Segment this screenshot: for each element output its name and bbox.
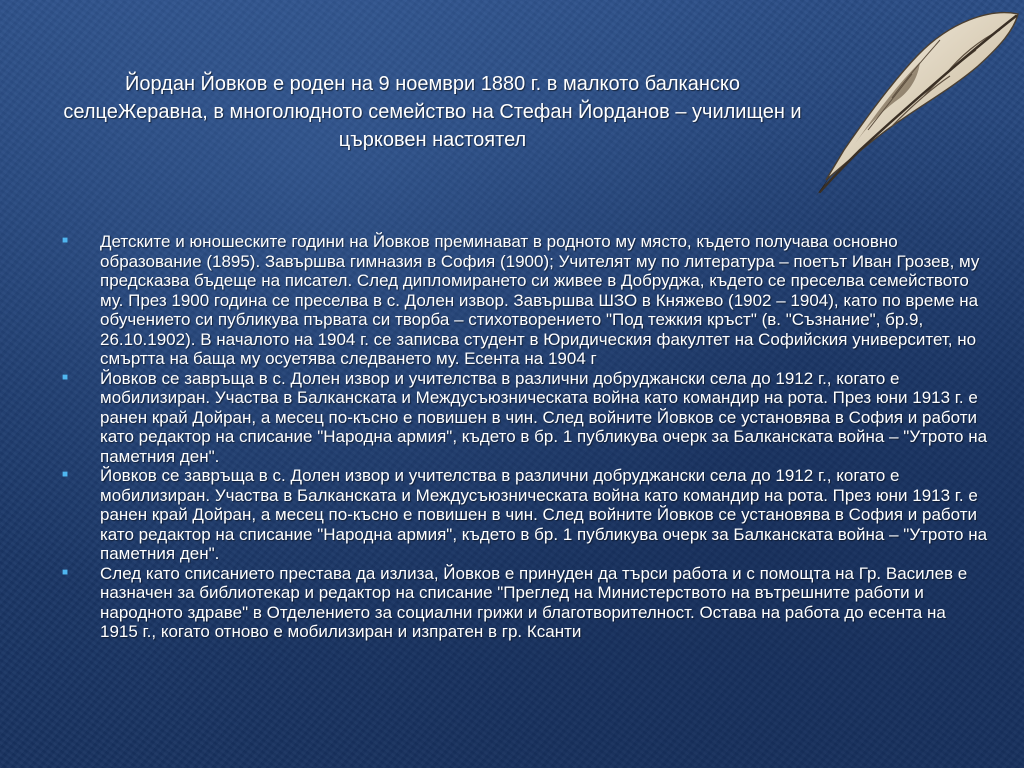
list-item [58, 369, 988, 467]
quill-feather-icon [800, 0, 1024, 200]
bullet-list [58, 232, 988, 642]
list-item [58, 564, 988, 642]
square-bullet-icon: ■ [62, 469, 69, 480]
list-item-text: Йовков се завръща в с. Долен извор и учителства в различни добруджански села до 1912 г., когато е мобилизиран. Участва в Балканската и Междусъюзническата война като командир на рота. През юни 1913 г. е ранен край Дойран, а месец по-късно е повишен в чин. След войните Йовков се установява в София и работи като редактор на списание "Народна армия", където в бр. 1 публикува очерк за Балканската война – "Утрото на паметния ден". [100, 368, 988, 466]
list-item [58, 466, 988, 564]
list-item-text: След като списанието престава да излиза, Йовков е принуден да търси работа и с помощта на Гр. Василев е назначен за библиотекар и редактор на списание "Преглед на Министерството на вътрешните работи и народното здраве" в Отделението за социални грижи и благотворителност. Остава на работа до есента на 1915 г., когато отново е мобилизиран и изпратен в гр. Ксанти [100, 563, 968, 641]
slide-title: Йордан Йовков е роден на 9 ноември 1880 г. в малкото балканско селцеЖеравна, в многолюдното семейство на Стефан Йорданов – училищен и църковен настоятел [63, 73, 802, 151]
square-bullet-icon: ■ [62, 235, 69, 246]
list-item [58, 232, 988, 369]
list-item-text: Детските и юношеските години на Йовков преминават в родното му място, където получава основно образование (1895). Завършва гимназия в София (1900); Учителят му по литература – поетът Иван Грозев, му предсказва бъдеще на писател. След дипломирането си живее в Добруджа, където се преселва семейството му. През 1900 година се преселва в с. Долен извор. Завършва ШЗО в Княжево (1902 – 1904), като по време на обучението си публикува първата си творба – стихотворението "Под тежкия кръст" (в. "Съзнание", бр.9, 26.10.1902). В началото на 1904 г. се записва студент в Юридическия факултет на Софийския университет, но смъртта на баща му осуетява следването му. Есента на 1904 г [100, 232, 980, 368]
square-bullet-icon: ■ [62, 566, 69, 578]
list-item-text: Йовков се завръща в с. Долен извор и учителства в различни добруджански села до 1912 г., когато е мобилизиран. Участва в Балканската и Междусъюзническата война като командир на рота. През юни 1913 г. е ранен край Дойран, а месец по-късно е повишен в чин. След войните Йовков се установява в София и работи като редактор на списание "Народна армия", където в бр. 1 публикува очерк за Балканската война – "Утрото на паметния ден". [100, 466, 988, 563]
square-bullet-icon: ■ [62, 371, 69, 383]
